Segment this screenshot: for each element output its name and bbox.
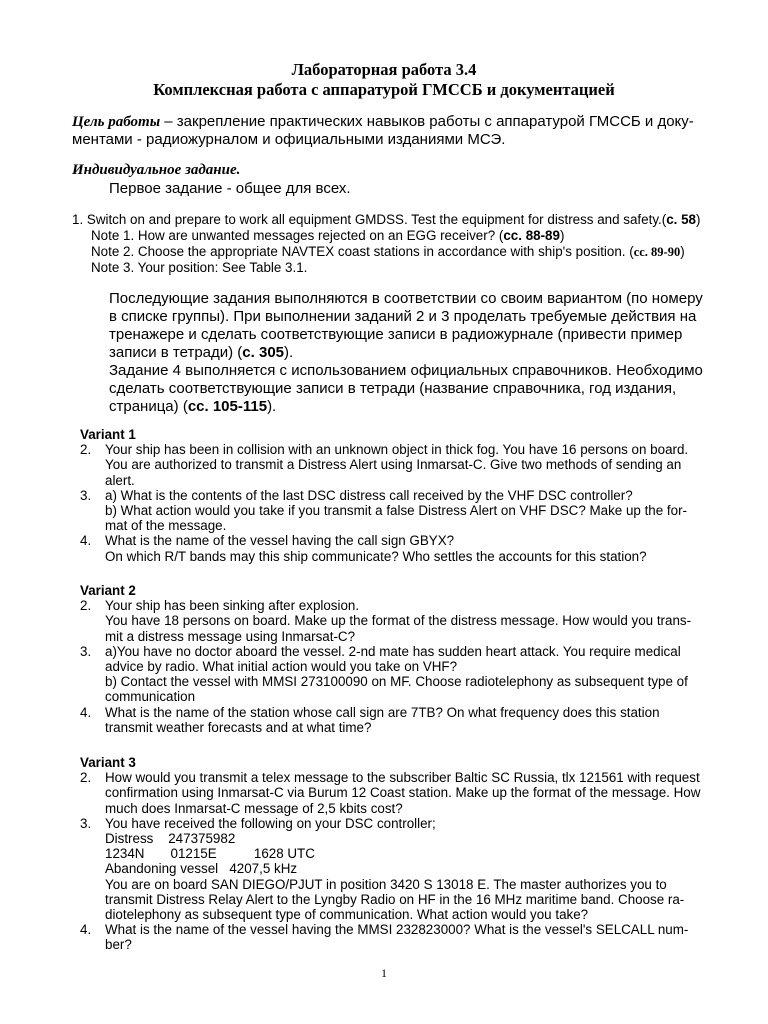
variant-title: Variant 3 <box>80 755 136 770</box>
list-item: 4. What is the name of the vessel having the call sign GBYX? On which R/T bands may this ship communicate? Who settles the accounts for this station? <box>80 533 647 564</box>
aim-text-line1: – закрепление практических навыков работы с аппаратурой ГМССБ и доку- <box>160 113 694 130</box>
variant-2 <box>80 583 730 735</box>
list-item: 2. How would you transmit a telex message to the subscriber Baltic SC Russia, tlx 121561 with request confirmation using Inmarsat-C via Burum 12 Coast station. Make up the format of the message. How much does Inmarsat-C message of 2,5 kbits cost? <box>80 770 701 816</box>
list-item: 3. a)You have no doctor aboard the vessel. 2-nd mate has sudden heart attack. You require medical advice by radio. What initial action would you take on VHF? b) Contact the vessel with MMSI 273100090 on MF. Choose radiotelephony as subsequent type of communication <box>80 643 688 705</box>
list-item: 2. Your ship has been in collision with an unknown object in thick fog. You have 16 persons on board. You are authorized to transmit a Distress Alert using Inmarsat-C. Give two methods of sending an alert. <box>80 442 689 488</box>
task1-block <box>72 212 752 276</box>
page-number: 1 <box>381 966 387 980</box>
aim-text-line2: ментами - радиожурналом и официальными изданиями МСЭ. <box>72 131 506 148</box>
lab-title: Лабораторная работа 3.4 <box>291 60 477 79</box>
instructions-paragraph: Последующие задания выполняются в соответствии со своим вариантом (по номеру в списке группы). При выполнении заданий 2 и 3 проделать требуемые действия на тренажере и сделать соответствующие записи в радиожурнале (привести пример записи в тетради) (с. 305). Задание 4 выполняется с использованием официальных справочников. Необходимо сделать соответствующие записи в тетради (название справочника, год издания, страница) (cc. 105-115). <box>109 290 703 415</box>
note-1: Note 1. How are unwanted messages rejected on an EGG receiver? (cc. 88-89) <box>91 227 565 243</box>
note-3: Note 3. Your position: See Table 3.1. <box>91 260 308 276</box>
variant-title: Variant 1 <box>80 427 136 442</box>
variant-1 <box>80 427 730 564</box>
aim-label: Цель работы <box>72 114 161 130</box>
list-item: 4. What is the name of the station whose call sign are 7TB? On what frequency does this station transmit weather forecasts and at what time? <box>80 704 660 735</box>
list-item: 3. a) What is the contents of the last DSC distress call received by the VHF DSC controller? b) What action would you take if you transmit a false Distress Alert on VHF DSC? Make up the for- mat of the message. <box>80 487 687 534</box>
first-task-note: Первое задание - общее для всех. <box>109 180 351 197</box>
note-2: Note 2. Choose the appropriate NAVTEX coast stations in accordance with ship's position. (cc. 89-90) <box>91 243 685 259</box>
list-item: 3. You have received the following on your DSC controller; Distress 247375982 1234N 01215E 1628 UTC Abandoning vessel 4207,5 kHz You are on board SAN DIEGO/PJUT in position 3420 S 13018 E. The master authorizes you to transmit Distress Relay Alert to the Lyngby Radio on HF in the 16 MHz maritime band. Choose ra- diotelephony as subsequent type of communication. What action would you take? <box>80 815 685 923</box>
variant-3 <box>80 755 730 953</box>
variant-title: Variant 2 <box>80 583 136 598</box>
individual-task-heading: Индивидуальное задание. <box>72 162 241 178</box>
lab-subtitle: Комплексная работа с аппаратурой ГМССБ и документацией <box>153 80 615 99</box>
list-item: 4. What is the name of the vessel having the MMSI 232823000? What is the vessel's SELCALL num- ber? <box>80 922 689 953</box>
task1-line: 1. Switch on and prepare to work all equipment GMDSS. Test the equipment for distress and safety.(c. 58) <box>72 212 701 227</box>
aim-paragraph <box>72 113 722 149</box>
list-item: 2. Your ship has been sinking after explosion. You have 18 persons on board. Make up the format of the distress message. How would you trans- mit a distress message using Inmarsat-C? <box>80 598 692 644</box>
